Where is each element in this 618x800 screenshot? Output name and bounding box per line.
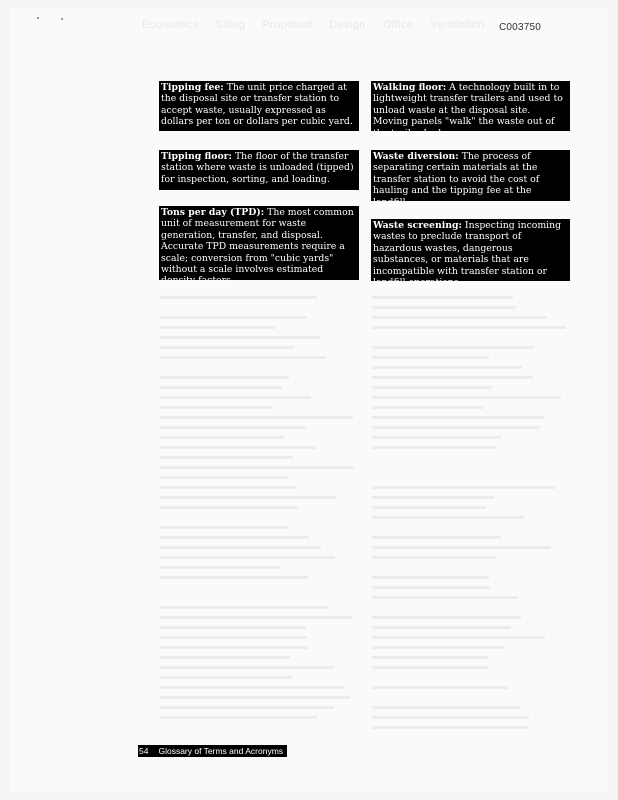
faded-text-line — [160, 566, 280, 569]
faded-text-line — [372, 376, 533, 379]
faded-text-line — [160, 666, 333, 669]
faded-text-line — [160, 316, 307, 319]
faded-text-line — [160, 506, 299, 509]
definition-text: The floor of the transfer station where waste is unloaded (tipped) for inspection, sorting, and loading. — [161, 151, 354, 185]
definition-tipping-floor — [159, 150, 359, 190]
faded-text-line — [160, 536, 309, 539]
faded-text-line — [160, 556, 335, 559]
page-footer — [138, 745, 287, 757]
faded-text-line — [160, 336, 320, 339]
page-number: 54 — [139, 746, 149, 756]
faded-text-line — [372, 366, 522, 369]
definition-tons-per-day — [159, 206, 359, 287]
faded-text-line — [160, 686, 344, 689]
faded-text-line — [372, 586, 491, 589]
faded-text-line — [160, 456, 293, 459]
faded-text-line — [160, 636, 307, 639]
faded-text-line — [160, 696, 350, 699]
faded-text-line — [372, 546, 551, 549]
faded-text-line — [160, 406, 272, 409]
faded-text-line — [160, 346, 293, 349]
faded-text-line — [372, 536, 501, 539]
definition-term: Tipping floor: — [161, 151, 232, 162]
faded-text-line — [372, 626, 511, 629]
faded-text-line — [372, 576, 489, 579]
faded-text-line — [372, 416, 544, 419]
definition-term: Tipping fee: — [161, 82, 224, 93]
faded-text-line — [160, 546, 321, 549]
definition-term: Waste diversion: — [373, 151, 459, 162]
faded-text-line — [160, 376, 289, 379]
definition-term: Walking floor: — [373, 82, 447, 93]
nav-item: Ventilation — [430, 19, 485, 31]
definition-term: Tons per day (TPD): — [161, 207, 265, 218]
faded-text-line — [160, 676, 292, 679]
faded-text-line — [160, 326, 275, 329]
faded-text-line — [160, 606, 328, 609]
faded-text-line — [160, 466, 355, 469]
faded-text-line — [372, 326, 566, 329]
faded-text-line — [160, 436, 284, 439]
faded-text-line — [160, 486, 297, 489]
faded-text-line — [372, 396, 561, 399]
definition-term: Waste screening: — [373, 220, 462, 231]
faded-text-line — [372, 726, 528, 729]
nav-item: Office — [382, 19, 414, 31]
faded-text-line — [160, 426, 307, 429]
definition-tipping-fee — [159, 81, 359, 131]
faded-text-line — [372, 316, 547, 319]
definition-walking-floor — [371, 81, 570, 139]
definition-waste-screening — [371, 219, 570, 289]
faded-text-line — [372, 346, 533, 349]
faded-text-line — [160, 576, 308, 579]
faded-text-line — [160, 496, 336, 499]
faded-text-line — [160, 526, 289, 529]
definition-waste-diversion — [371, 150, 570, 208]
faded-text-line — [372, 406, 483, 409]
header-nav-items — [142, 19, 499, 31]
faded-text-line — [160, 356, 326, 359]
faded-text-line — [372, 636, 545, 639]
nav-item: Economics — [142, 19, 199, 31]
faded-text-line — [160, 656, 291, 659]
definition-text: The process of separating certain materials at the transfer station to avoid the cost of hauling and the tipping fee at the landfill. — [373, 151, 540, 208]
scan-speck — [37, 17, 39, 19]
faded-text-line — [160, 396, 311, 399]
faded-text-line — [372, 616, 521, 619]
faded-text-line — [372, 306, 516, 309]
faded-text-line — [160, 296, 317, 299]
faded-text-line — [372, 596, 518, 599]
faded-text-line — [372, 516, 524, 519]
faded-text-line — [160, 416, 353, 419]
definition-text: The most common unit of measurement for waste generation, transfer, and disposal. Accurate TPD measurements require a scale; conversion from "cubic yards" without a scale involves estimated density factors. — [161, 207, 354, 287]
definition-text: The unit price charged at the disposal site or transfer station to accept waste, usually expressed as dollars per ton or dollars per cubic yard. — [161, 82, 353, 128]
faded-text-line — [160, 626, 306, 629]
faded-text-line — [160, 706, 334, 709]
faded-text-line — [372, 356, 489, 359]
definition-text: Inspecting incoming wastes to preclude transport of hazardous wastes, dangerous substances, or materials that are incompatible with transfer station or landfill operations. — [373, 220, 562, 289]
nav-item: Proposed — [262, 19, 313, 31]
nav-item: Design — [329, 19, 366, 31]
faded-text-line — [372, 706, 520, 709]
faded-text-line — [372, 436, 501, 439]
faded-text-line — [372, 296, 513, 299]
nav-item: Siting — [215, 19, 246, 31]
faded-text-line — [160, 476, 288, 479]
document-id: C003750 — [499, 22, 541, 33]
faded-text-line — [160, 446, 316, 449]
faded-text-line — [372, 426, 540, 429]
faded-text-line — [372, 446, 496, 449]
faded-text-line — [372, 506, 486, 509]
scan-speck — [61, 18, 63, 20]
faded-text-line — [372, 386, 492, 389]
faded-text-line — [372, 646, 505, 649]
faded-text-line — [160, 616, 352, 619]
definition-text: A technology built in to lightweight transfer trailers and used to unload waste at the disposal site. Moving panels "walk" the waste out of the trailer bed. — [373, 82, 563, 139]
faded-text-line — [160, 386, 282, 389]
faded-text-line — [372, 556, 496, 559]
faded-text-line — [372, 666, 488, 669]
footer-title: Glossary of Terms and Acronyms — [158, 746, 284, 756]
faded-text-line — [372, 486, 555, 489]
faded-text-line — [372, 716, 529, 719]
faded-text-line — [372, 656, 488, 659]
faded-text-line — [160, 646, 308, 649]
faded-text-line — [372, 496, 494, 499]
faded-text-line — [372, 686, 508, 689]
faded-text-line — [160, 716, 317, 719]
